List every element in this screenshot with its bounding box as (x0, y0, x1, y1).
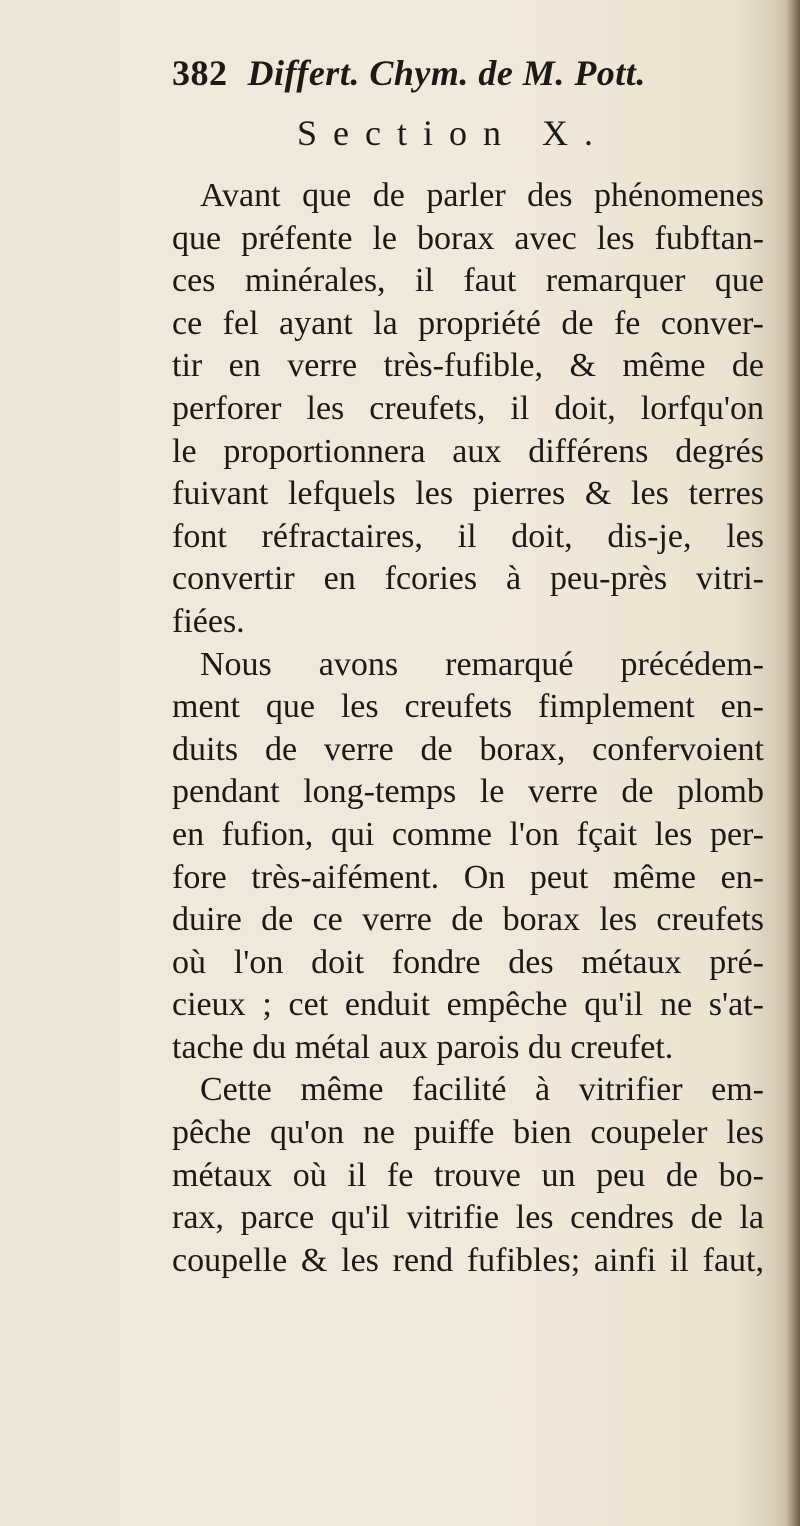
running-header (172, 52, 646, 94)
text-line: fore très-aifément. On peut même en- (172, 858, 764, 896)
page-number: 382 (172, 53, 228, 93)
text-line: Cette même facilité à vitrifier em- (200, 1071, 764, 1109)
text-line: coupelle & les rend fufibles; ainfi il faut, (172, 1241, 764, 1279)
text-line: métaux où il fe trouve un peu de bo- (172, 1156, 764, 1194)
text-line: ment que les creufets fimplement en- (172, 688, 764, 726)
text-line: ces minérales, il faut remarquer que (172, 262, 764, 300)
text-line: pêche qu'on ne puiffe bien coupeler les (172, 1114, 764, 1152)
running-title: Differt. Chym. de M. Pott. (247, 53, 646, 93)
text-line: tir en verre très-fufible, & même de (172, 347, 764, 385)
text-line: Nous avons remarqué précédem- (200, 645, 764, 683)
text-line: le proportionnera aux différens degrés (172, 432, 764, 470)
text-line: duire de ce verre de borax les creufets (172, 901, 764, 939)
text-line: fiées. (172, 602, 245, 640)
text-line: convertir en fcories à peu-près vitri- (172, 560, 764, 598)
text-line: tache du métal aux parois du creufet. (172, 1028, 674, 1066)
text-line: ce fel ayant la propriété de fe conver- (172, 304, 764, 342)
section-heading: Section X. (297, 113, 609, 153)
page-edge-shadow (786, 0, 800, 1526)
text-line: rax, parce qu'il vitrifie les cendres de la (172, 1199, 764, 1237)
text-line: fuivant lefquels les pierres & les terres (172, 475, 764, 513)
text-line: cieux ; cet enduit empêche qu'il ne s'at- (172, 986, 764, 1024)
body-text (172, 175, 764, 1282)
text-line: pendant long-temps le verre de plomb (172, 773, 764, 811)
text-line: Avant que de parler des phénomenes (200, 177, 764, 214)
text-line: font réfractaires, il doit, dis-je, les (172, 517, 764, 555)
text-line: perforer les creufets, il doit, lorfqu'on (172, 389, 764, 427)
text-line: en fufion, qui comme l'on fçait les per- (172, 815, 764, 853)
text-line: que préfente le borax avec les fubftan- (172, 219, 764, 257)
text-line: où l'on doit fondre des métaux pré- (172, 943, 764, 981)
text-line: duits de verre de borax, confervoient (172, 730, 764, 768)
